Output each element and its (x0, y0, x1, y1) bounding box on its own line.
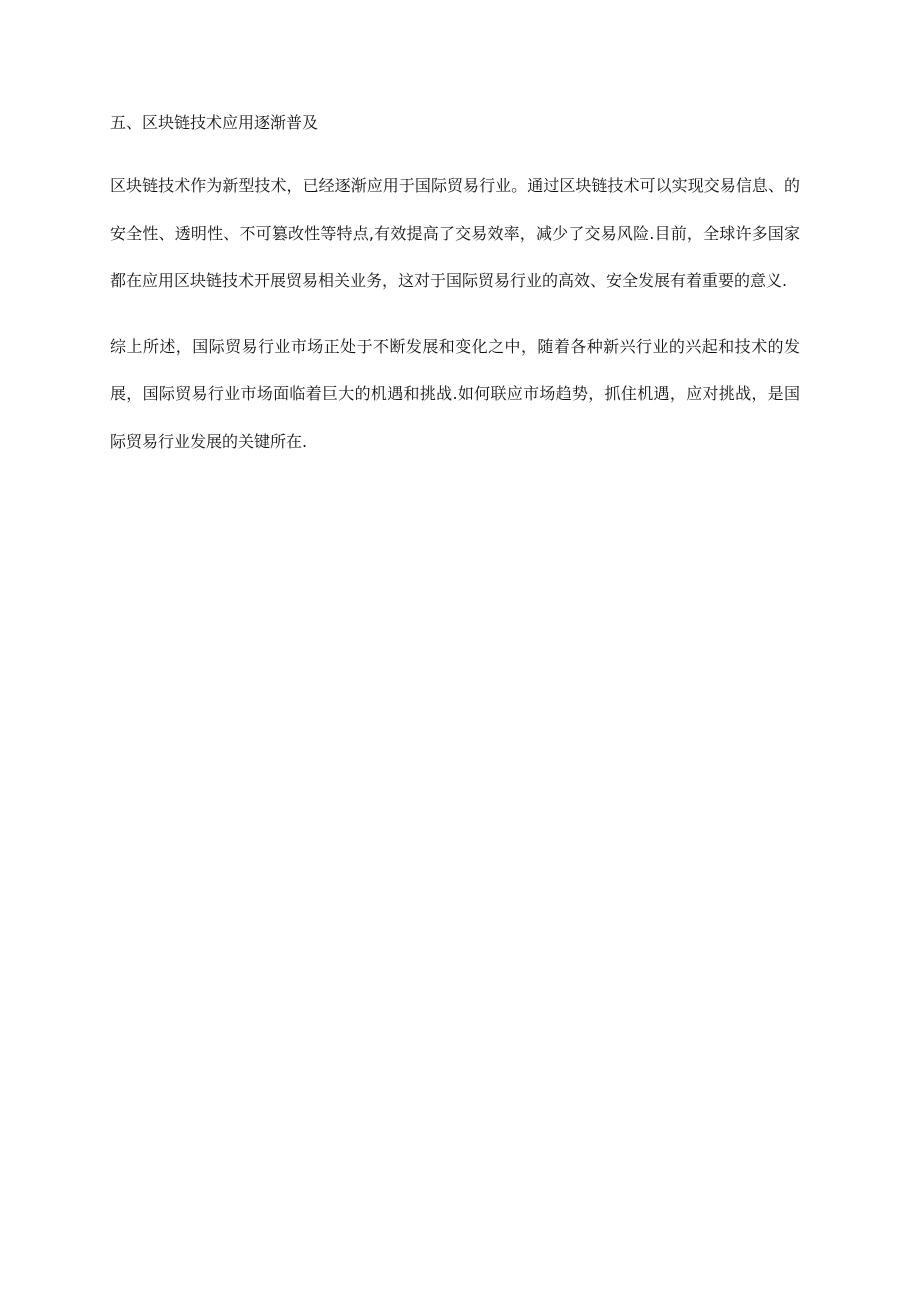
paragraph-blockchain: 区块链技术作为新型技术，已经逐渐应用于国际贸易行业。通过区块链技术可以实现交易信息、的安全性、透明性、不可篡改性等特点,有效提高了交易效率，减少了交易风险.目前，全球许多国家都在应用区块链技术开展贸易相关业务，这对于国际贸易行业的高效、安全发展有着重要的意义. (110, 176, 800, 290)
section-heading: 五、区块链技术应用逐渐普及 (110, 113, 319, 132)
document-body (110, 104, 800, 483)
paragraph-conclusion: 综上所述，国际贸易行业市场正处于不断发展和变化之中，随着各种新兴行业的兴起和技术的发展，国际贸易行业市场面临着巨大的机遇和挑战.如何联应市场趋势，抓住机遇，应对挑战，是国际贸易行业发展的关键所在. (110, 336, 800, 451)
